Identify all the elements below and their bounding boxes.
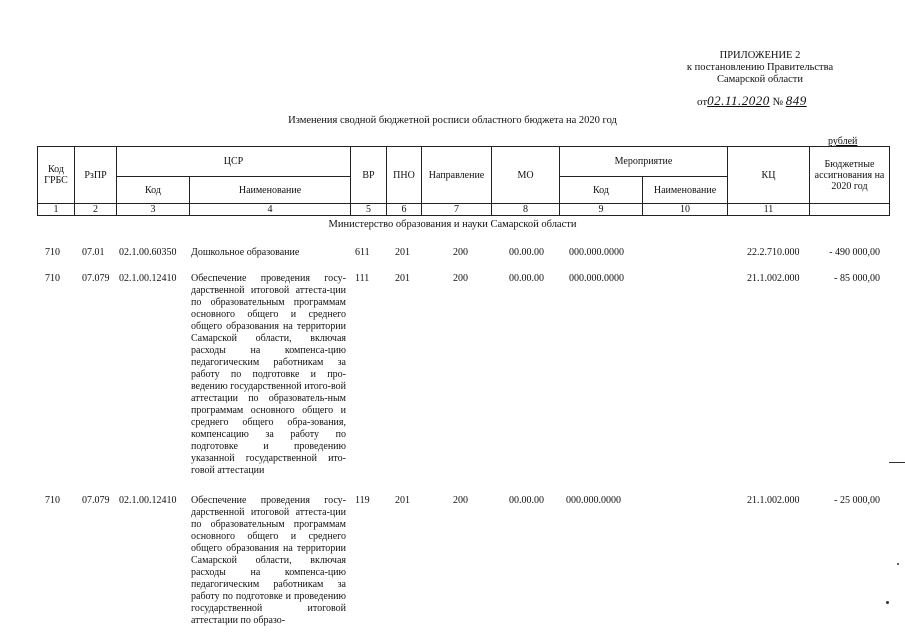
- cell-amount: - 85 000,00: [834, 273, 880, 284]
- cell-mo: 00.00.00: [509, 247, 544, 258]
- cell-pno: 201: [395, 273, 410, 284]
- cell-rzpr: 07.01: [82, 247, 105, 258]
- cell-kc: 22.2.710.000: [747, 247, 800, 258]
- col-number: 7: [422, 204, 492, 216]
- cell-rzpr: 07.079: [82, 495, 110, 506]
- handwritten-date: 02.11.2020: [707, 93, 770, 108]
- header-csr: ЦСР: [117, 147, 351, 177]
- header-napravlenie: Направление: [422, 147, 492, 204]
- header-meropriyatie: Мероприятие: [560, 147, 728, 177]
- col-number: 3: [117, 204, 190, 216]
- header-rzpr: РзПР: [75, 147, 117, 204]
- cell-pno: 201: [395, 495, 410, 506]
- col-number: 9: [560, 204, 643, 216]
- appendix-title: ПРИЛОЖЕНИЕ 2: [719, 50, 801, 61]
- scan-mark: [889, 462, 905, 463]
- cell-pno: 201: [395, 247, 410, 258]
- scan-dot: [897, 563, 899, 565]
- col-number: [810, 204, 890, 216]
- appendix-region: Самарской области: [717, 74, 803, 85]
- ministry-heading: Министерство образования и науки Самарской области: [328, 219, 577, 230]
- cell-name: Дошкольное образование: [191, 247, 300, 258]
- document-title: Изменения сводной бюджетной росписи областного бюджета на 2020 год: [288, 115, 617, 126]
- table-header: [37, 146, 890, 216]
- decree-date-number: [697, 93, 807, 109]
- cell-rzpr: 07.079: [82, 273, 110, 284]
- cell-napr: 200: [453, 247, 468, 258]
- cell-vr: 611: [355, 247, 370, 258]
- number-prefix: №: [772, 96, 783, 108]
- header-csr-kod: Код: [117, 177, 190, 204]
- col-number: 2: [75, 204, 117, 216]
- cell-mo: 00.00.00: [509, 273, 544, 284]
- cell-grbs: 710: [45, 247, 60, 258]
- header-mo: МО: [492, 147, 560, 204]
- col-number: 6: [387, 204, 422, 216]
- header-csr-name: Наименование: [190, 177, 351, 204]
- cell-kc: 21.1.002.000: [747, 495, 800, 506]
- cell-napr: 200: [453, 495, 468, 506]
- cell-csr: 02.1.00.12410: [119, 495, 177, 506]
- header-budget: Бюджетные ассигнования на 2020 год: [810, 147, 890, 204]
- cell-kc: 21.1.002.000: [747, 273, 800, 284]
- cell-csr: 02.1.00.60350: [119, 247, 177, 258]
- header-kc: КЦ: [728, 147, 810, 204]
- col-number: 1: [38, 204, 75, 216]
- units-label: рублей: [828, 136, 858, 147]
- header-kod-grbs: Код ГРБС: [38, 147, 75, 204]
- cell-amount: - 25 000,00: [834, 495, 880, 506]
- header-vr: ВР: [351, 147, 387, 204]
- cell-vr: 111: [355, 273, 370, 284]
- header-mer-kod: Код: [560, 177, 643, 204]
- cell-amount: - 490 000,00: [829, 247, 880, 258]
- handwritten-number: 849: [785, 93, 807, 108]
- col-number: 4: [190, 204, 351, 216]
- header-mer-name: Наименование: [643, 177, 728, 204]
- cell-mer: 000.000.0000: [569, 247, 624, 258]
- header-pno: ПНО: [387, 147, 422, 204]
- appendix-block: [660, 50, 860, 86]
- cell-vr: 119: [355, 495, 370, 506]
- cell-napr: 200: [453, 273, 468, 284]
- cell-grbs: 710: [45, 495, 60, 506]
- col-number: 11: [728, 204, 810, 216]
- cell-name: Обеспечение проведения госу-дарственной итоговой аттеста-ции по образовательным программам основного общего и среднего общего образования на территории Самарской области, включая расходы на компенса-цию педагогическим работникам за работу по подготовке и про-ведению государственной итого-вой аттестации по образователь-ным программам основного общего и среднего общего обра-зования, компенсацию за работу по подготовке и проведению указанной государственной ито-говой аттестации: [191, 273, 346, 476]
- cell-mo: 00.00.00: [509, 495, 544, 506]
- col-number: 8: [492, 204, 560, 216]
- date-prefix: от: [697, 96, 708, 108]
- col-number: 5: [351, 204, 387, 216]
- col-number: 10: [643, 204, 728, 216]
- cell-name: Обеспечение проведения госу-дарственной итоговой аттеста-ции по образовательным программам основного общего и среднего общего образования на территории Самарской области, включая расходы на компенса-цию педагогическим работникам за работу по подготовке и проведению государственной итоговой аттестации по образо-: [191, 495, 346, 626]
- cell-csr: 02.1.00.12410: [119, 273, 177, 284]
- cell-mer: 000.000.0000: [569, 273, 624, 284]
- scan-dot: [886, 601, 889, 604]
- appendix-subtitle: к постановлению Правительства: [686, 62, 834, 73]
- cell-mer: 000.000.0000: [566, 495, 621, 506]
- cell-grbs: 710: [45, 273, 60, 284]
